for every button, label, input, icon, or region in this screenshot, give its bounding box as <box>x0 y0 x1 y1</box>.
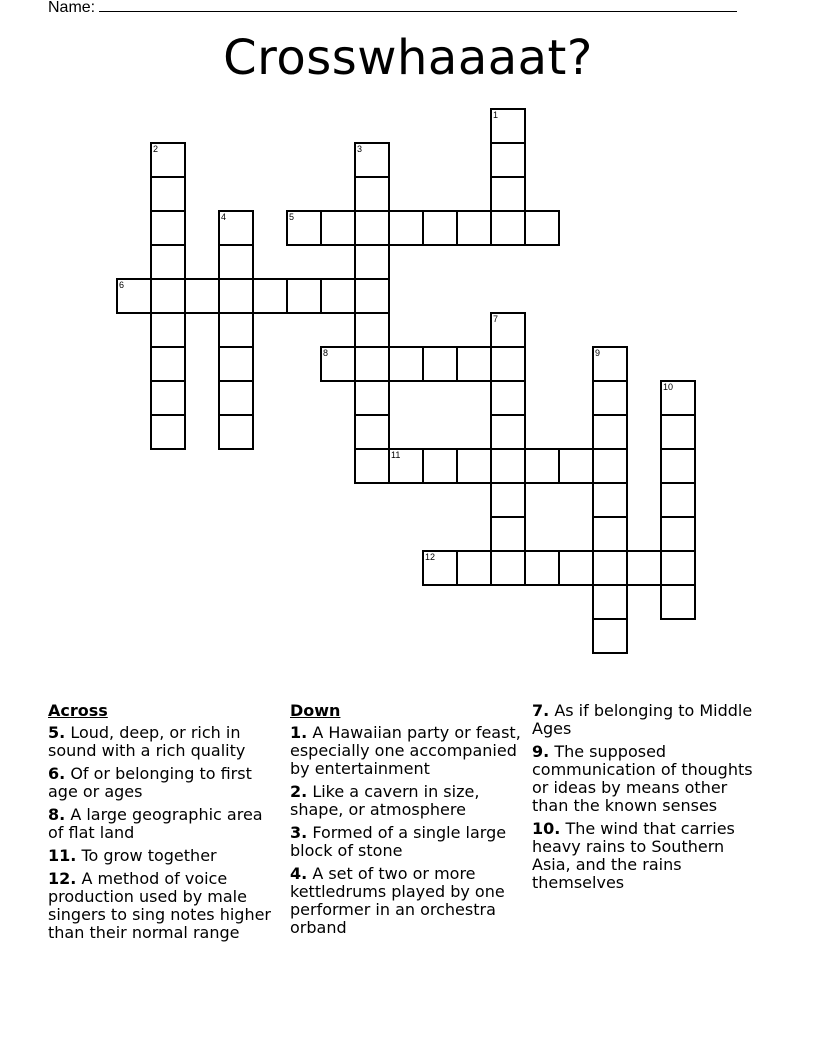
page-title: Crosswhaaaat? <box>223 30 593 86</box>
clue-number: 11 <box>391 450 401 460</box>
grid-cell-10[interactable] <box>660 380 696 416</box>
down-heading: Down <box>290 701 341 720</box>
grid-cell[interactable] <box>490 176 526 212</box>
grid-cell[interactable] <box>490 210 526 246</box>
grid-cell[interactable] <box>456 346 492 382</box>
grid-cell[interactable] <box>150 346 186 382</box>
grid-cell[interactable] <box>354 380 390 416</box>
grid-cell[interactable] <box>626 550 662 586</box>
grid-cell[interactable] <box>218 278 254 314</box>
grid-cell-12[interactable] <box>422 550 458 586</box>
grid-cell-7[interactable] <box>490 312 526 348</box>
grid-cell-1[interactable] <box>490 108 526 144</box>
grid-cell[interactable] <box>490 550 526 586</box>
grid-cell[interactable] <box>524 210 560 246</box>
grid-cell-11[interactable] <box>388 448 424 484</box>
grid-cell[interactable] <box>150 176 186 212</box>
grid-cell[interactable] <box>592 448 628 484</box>
clue-number: 3 <box>357 144 363 154</box>
clue-number: 2 <box>153 144 159 154</box>
clue-down-3: 3. Formed of a single large block of stone <box>290 823 507 860</box>
grid-cell[interactable] <box>218 414 254 450</box>
grid-cell[interactable] <box>660 584 696 620</box>
grid-cell[interactable] <box>388 346 424 382</box>
down-clues-continued <box>532 702 764 897</box>
grid-cell[interactable] <box>490 448 526 484</box>
grid-cell-2[interactable] <box>150 142 186 178</box>
grid-cell[interactable] <box>150 244 186 280</box>
grid-cell[interactable] <box>490 414 526 450</box>
clue-down-2: 2. Like a cavern in size, shape, or atmosphere <box>290 782 480 819</box>
grid-cell[interactable] <box>218 346 254 382</box>
grid-cell[interactable] <box>320 210 356 246</box>
grid-cell[interactable] <box>218 312 254 348</box>
clue-down-10: 10. The wind that carries heavy rains to Southern Asia, and the rains themselves <box>532 819 735 892</box>
grid-cell[interactable] <box>592 618 628 654</box>
grid-cell[interactable] <box>524 550 560 586</box>
grid-cell[interactable] <box>150 414 186 450</box>
grid-cell[interactable] <box>218 380 254 416</box>
grid-cell[interactable] <box>354 346 390 382</box>
grid-cell[interactable] <box>354 210 390 246</box>
grid-cell-6[interactable] <box>116 278 152 314</box>
clue-number: 10 <box>663 382 674 392</box>
grid-cell[interactable] <box>592 516 628 552</box>
grid-cell[interactable] <box>422 448 458 484</box>
down-clues <box>290 702 522 942</box>
grid-cell[interactable] <box>524 448 560 484</box>
clue-number: 7 <box>493 314 499 324</box>
grid-cell[interactable] <box>354 244 390 280</box>
clue-across-8: 8. A large geographic area of flat land <box>48 805 263 842</box>
grid-cell[interactable] <box>422 210 458 246</box>
grid-cell-8[interactable] <box>320 346 356 382</box>
clue-number: 5 <box>289 212 295 222</box>
grid-cell[interactable] <box>490 482 526 518</box>
grid-cell[interactable] <box>320 278 356 314</box>
name-label: Name: <box>48 0 96 16</box>
grid-cell[interactable] <box>184 278 220 314</box>
grid-cell[interactable] <box>354 176 390 212</box>
grid-cell[interactable] <box>592 584 628 620</box>
grid-cell-3[interactable] <box>354 142 390 178</box>
clue-number: 8 <box>323 348 329 358</box>
grid-cell[interactable] <box>660 516 696 552</box>
grid-cell[interactable] <box>490 142 526 178</box>
grid-cell[interactable] <box>150 210 186 246</box>
grid-cell[interactable] <box>354 312 390 348</box>
grid-cell[interactable] <box>592 380 628 416</box>
grid-cell[interactable] <box>354 278 390 314</box>
grid-cell[interactable] <box>150 380 186 416</box>
clue-across-6: 6. Of or belonging to first age or ages <box>48 764 252 801</box>
grid-cell[interactable] <box>592 414 628 450</box>
grid-cell[interactable] <box>456 550 492 586</box>
clue-number: 4 <box>221 212 227 222</box>
grid-cell[interactable] <box>592 482 628 518</box>
clue-down-1: 1. A Hawaiian party or feast, especially one accompanied by entertainment <box>290 723 521 778</box>
grid-cell[interactable] <box>218 244 254 280</box>
clue-number: 6 <box>119 280 125 290</box>
clue-number: 9 <box>595 348 601 358</box>
grid-cell[interactable] <box>252 278 288 314</box>
grid-cell[interactable] <box>558 448 594 484</box>
across-heading: Across <box>48 701 108 720</box>
grid-cell[interactable] <box>354 448 390 484</box>
across-clues <box>48 702 280 947</box>
clue-down-7: 7. As if belonging to Middle Ages <box>532 701 753 738</box>
grid-cell[interactable] <box>456 210 492 246</box>
grid-cell[interactable] <box>592 550 628 586</box>
grid-cell[interactable] <box>660 448 696 484</box>
grid-cell-4[interactable] <box>218 210 254 246</box>
grid-cell[interactable] <box>354 414 390 450</box>
clue-down-4: 4. A set of two or more kettledrums played by one performer in an orchestra orband <box>290 864 505 937</box>
grid-cell[interactable] <box>150 278 186 314</box>
grid-cell-5[interactable] <box>286 210 322 246</box>
clue-down-9: 9. The supposed communication of thoughts or ideas by means other than the known senses <box>532 742 753 815</box>
grid-cell-9[interactable] <box>592 346 628 382</box>
clue-across-11: 11. To grow together <box>48 846 217 865</box>
clue-across-12: 12. A method of voice production used by male singers to sing notes higher than their normal range <box>48 869 272 942</box>
grid-cell[interactable] <box>388 210 424 246</box>
grid-cell[interactable] <box>660 482 696 518</box>
grid-cell[interactable] <box>490 380 526 416</box>
grid-cell[interactable] <box>490 516 526 552</box>
grid-cell[interactable] <box>558 550 594 586</box>
grid-cell[interactable] <box>456 448 492 484</box>
grid-cell[interactable] <box>422 346 458 382</box>
grid-cell[interactable] <box>660 414 696 450</box>
clue-number: 1 <box>493 110 499 120</box>
clue-number: 12 <box>425 552 436 562</box>
grid-cell[interactable] <box>490 346 526 382</box>
grid-cell[interactable] <box>150 312 186 348</box>
clue-across-5: 5. Loud, deep, or rich in sound with a rich quality <box>48 723 246 760</box>
grid-cell[interactable] <box>286 278 322 314</box>
grid-cell[interactable] <box>660 550 696 586</box>
